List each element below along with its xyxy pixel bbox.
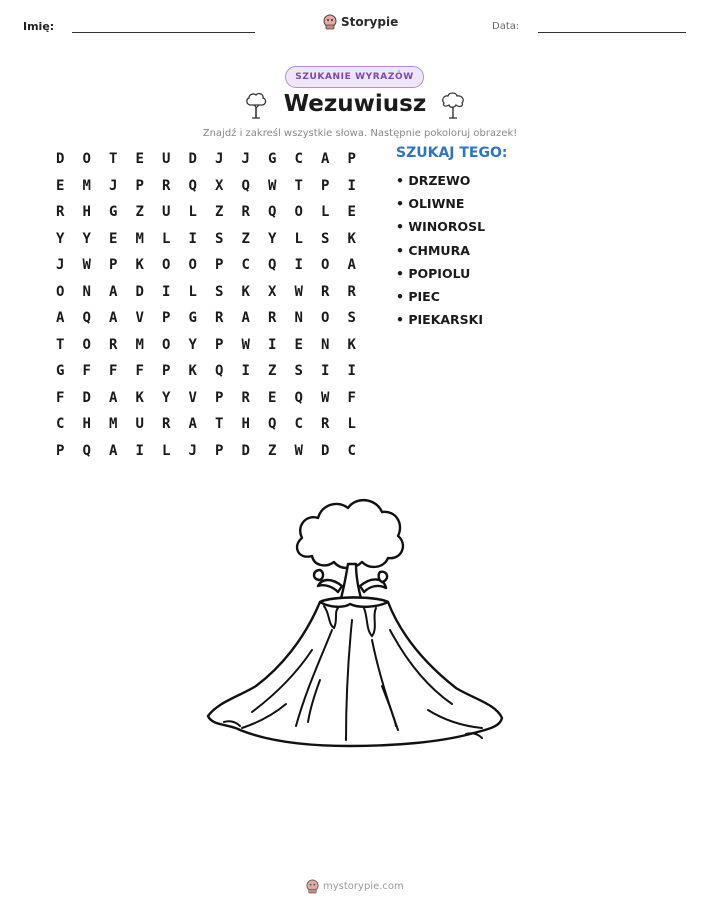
grid-cell[interactable]: H [82, 416, 91, 433]
volcano-illustration [200, 490, 510, 760]
grid-cell[interactable]: K [347, 230, 356, 247]
grid-cell[interactable]: A [241, 310, 250, 327]
grid-cell[interactable]: J [56, 257, 65, 274]
grid-cell[interactable]: O [321, 310, 330, 327]
grid-cell[interactable]: A [109, 310, 118, 327]
footer-site: mystorypie.com [323, 881, 404, 892]
grid-cell[interactable]: K [135, 389, 144, 406]
grid-cell[interactable]: E [294, 336, 303, 353]
storypie-mascot-icon [306, 879, 319, 894]
grid-cell[interactable]: P [215, 336, 224, 353]
grid-cell[interactable]: D [82, 389, 91, 406]
grid-cell[interactable]: L [347, 416, 356, 433]
grid-cell[interactable]: G [188, 310, 197, 327]
word-list [396, 172, 485, 334]
grid-cell[interactable]: Q [294, 389, 303, 406]
grid-cell[interactable]: D [321, 442, 330, 459]
grid-cell[interactable]: J [109, 177, 118, 194]
grid-cell[interactable]: A [109, 389, 118, 406]
grid-cell[interactable]: A [109, 442, 118, 459]
grid-cell[interactable]: I [241, 363, 250, 380]
grid-cell[interactable]: Q [82, 442, 91, 459]
grid-cell[interactable]: T [109, 151, 118, 168]
grid-cell[interactable]: A [188, 416, 197, 433]
grid-cell[interactable]: W [82, 257, 91, 274]
grid-cell[interactable]: L [162, 230, 171, 247]
grid-cell[interactable]: P [347, 151, 356, 168]
grid-cell[interactable]: A [56, 310, 65, 327]
grid-cell[interactable]: X [268, 283, 277, 300]
grid-cell[interactable]: O [56, 283, 65, 300]
storypie-mascot-icon [323, 14, 337, 30]
grid-cell[interactable]: Q [188, 177, 197, 194]
grid-cell[interactable]: L [294, 230, 303, 247]
grid-cell[interactable]: O [162, 257, 171, 274]
grid-cell[interactable]: O [82, 151, 91, 168]
lava-stem [340, 564, 362, 602]
grid-cell[interactable]: R [241, 389, 250, 406]
instructions-text: Znajdź i zakreśl wszystkie słowa. Następnie pokoloruj obrazek! [202, 128, 518, 139]
name-field-line[interactable] [72, 32, 255, 33]
grid-cell[interactable]: M [135, 336, 144, 353]
lava-drop-left [314, 570, 323, 580]
grid-cell[interactable]: L [162, 442, 171, 459]
grid-cell[interactable]: Q [268, 257, 277, 274]
name-label: Imię: [23, 20, 55, 33]
grid-cell[interactable]: I [188, 230, 197, 247]
word-list-item: • DRZEWO [396, 172, 485, 195]
grid-cell[interactable]: P [135, 177, 144, 194]
grid-cell[interactable]: M [82, 177, 91, 194]
grid-cell[interactable]: Q [215, 363, 224, 380]
grid-cell[interactable]: R [321, 416, 330, 433]
grid-cell[interactable]: N [321, 336, 330, 353]
grid-cell[interactable]: Y [268, 230, 277, 247]
grid-cell[interactable]: Y [162, 389, 171, 406]
word-list-item: • WINOROSL [396, 218, 485, 241]
grid-cell[interactable]: N [294, 310, 303, 327]
grid-cell[interactable]: S [294, 363, 303, 380]
grid-cell[interactable]: R [321, 283, 330, 300]
grid-cell[interactable]: J [241, 151, 250, 168]
grid-cell[interactable]: U [135, 416, 144, 433]
grid-cell[interactable]: K [188, 363, 197, 380]
grid-cell[interactable]: U [162, 204, 171, 221]
grid-cell[interactable]: N [82, 283, 91, 300]
lava-splash-left [318, 580, 342, 592]
grid-cell[interactable]: C [56, 416, 65, 433]
grid-cell[interactable]: Q [268, 204, 277, 221]
grid-cell[interactable]: Z [241, 230, 250, 247]
word-list-title: SZUKAJ TEGO: [396, 145, 508, 161]
grid-cell[interactable]: P [162, 310, 171, 327]
grid-cell[interactable]: Z [268, 363, 277, 380]
grid-cell[interactable]: I [321, 363, 330, 380]
grid-cell[interactable]: X [215, 177, 224, 194]
grid-cell[interactable]: A [321, 151, 330, 168]
grid-cell[interactable]: R [215, 310, 224, 327]
grid-cell[interactable]: Y [82, 230, 91, 247]
grid-cell[interactable]: P [109, 257, 118, 274]
grid-cell[interactable]: J [188, 442, 197, 459]
grid-cell[interactable]: Q [241, 177, 250, 194]
grid-cell[interactable]: C [241, 257, 250, 274]
date-field-line[interactable] [538, 32, 686, 33]
grid-cell[interactable]: Q [82, 310, 91, 327]
grid-cell[interactable]: I [268, 336, 277, 353]
word-list-item: • PIEKARSKI [396, 311, 485, 334]
grid-cell[interactable]: K [241, 283, 250, 300]
grid-cell[interactable]: O [188, 257, 197, 274]
grid-cell[interactable]: R [56, 204, 65, 221]
grid-cell[interactable]: K [347, 336, 356, 353]
grid-cell[interactable]: M [109, 416, 118, 433]
grid-cell[interactable]: S [215, 283, 224, 300]
grid-cell[interactable]: V [135, 310, 144, 327]
grid-cell[interactable]: E [347, 204, 356, 221]
grid-cell[interactable]: J [215, 151, 224, 168]
crater-rim [320, 598, 388, 607]
grid-cell[interactable]: P [162, 363, 171, 380]
grid-cell[interactable]: I [294, 257, 303, 274]
date-label: Data: [492, 21, 520, 32]
grid-cell[interactable]: F [109, 363, 118, 380]
grid-cell[interactable]: O [294, 204, 303, 221]
grid-cell[interactable]: E [56, 177, 65, 194]
grid-cell[interactable]: T [294, 177, 303, 194]
grid-cell[interactable]: T [215, 416, 224, 433]
grid-cell[interactable]: E [135, 151, 144, 168]
grid-cell[interactable]: S [321, 230, 330, 247]
grid-cell[interactable]: I [135, 442, 144, 459]
grid-cell[interactable]: D [241, 442, 250, 459]
grid-cell[interactable]: S [347, 310, 356, 327]
grid-cell[interactable]: P [215, 442, 224, 459]
grid-cell[interactable]: F [347, 389, 356, 406]
grid-cell[interactable]: P [215, 389, 224, 406]
grid-cell[interactable]: L [188, 204, 197, 221]
grid-cell[interactable]: I [162, 283, 171, 300]
grid-cell[interactable]: T [56, 336, 65, 353]
grid-cell[interactable]: E [109, 230, 118, 247]
grid-cell[interactable]: W [294, 442, 303, 459]
grid-cell[interactable]: Z [215, 204, 224, 221]
grid-cell[interactable]: A [109, 283, 118, 300]
grid-cell[interactable]: O [321, 257, 330, 274]
grid-cell[interactable]: O [82, 336, 91, 353]
grid-cell[interactable]: R [347, 283, 356, 300]
word-list-item: • OLIWNE [396, 195, 485, 218]
grid-cell[interactable]: Z [135, 204, 144, 221]
grid-cell[interactable]: S [215, 230, 224, 247]
footer [306, 879, 404, 894]
grid-cell[interactable]: R [162, 416, 171, 433]
grid-cell[interactable]: Y [188, 336, 197, 353]
brand-logo [323, 14, 398, 30]
grid-cell[interactable]: W [268, 177, 277, 194]
grid-cell[interactable]: U [162, 151, 171, 168]
grid-cell[interactable]: R [268, 310, 277, 327]
brand-name: Storypie [341, 15, 399, 29]
grid-cell[interactable]: C [294, 416, 303, 433]
grid-cell[interactable]: D [135, 283, 144, 300]
grid-cell[interactable]: K [135, 257, 144, 274]
grid-cell[interactable]: W [294, 283, 303, 300]
grid-cell[interactable]: G [56, 363, 65, 380]
grid-cell[interactable]: H [82, 204, 91, 221]
grid-cell[interactable]: R [162, 177, 171, 194]
grid-cell[interactable]: D [56, 151, 65, 168]
lava-drop-right [379, 572, 387, 582]
grid-cell[interactable]: G [268, 151, 277, 168]
grid-cell[interactable]: F [56, 389, 65, 406]
grid-cell[interactable]: Q [268, 416, 277, 433]
grid-cell[interactable]: F [135, 363, 144, 380]
grid-cell[interactable]: M [135, 230, 144, 247]
olive-tree-icon [440, 91, 466, 119]
word-list-item: • CHMURA [396, 242, 485, 265]
grid-cell[interactable]: C [347, 442, 356, 459]
grid-cell[interactable]: G [109, 204, 118, 221]
grid-cell[interactable]: W [241, 336, 250, 353]
grid-cell[interactable]: L [321, 204, 330, 221]
grid-cell[interactable]: I [347, 177, 356, 194]
activity-badge: SZUKANIE WYRAZÓW [285, 66, 424, 88]
grid-cell[interactable]: Y [56, 230, 65, 247]
grid-cell[interactable]: R [109, 336, 118, 353]
grid-cell[interactable]: L [188, 283, 197, 300]
grid-cell[interactable]: I [347, 363, 356, 380]
grid-cell[interactable]: R [241, 204, 250, 221]
grid-cell[interactable]: F [82, 363, 91, 380]
grid-cell[interactable]: P [56, 442, 65, 459]
grid-cell[interactable]: V [188, 389, 197, 406]
ash-cloud [297, 500, 403, 568]
word-search-grid[interactable] [47, 146, 365, 464]
grid-cell[interactable]: P [321, 177, 330, 194]
word-list-item: • POPIOLU [396, 265, 485, 288]
grid-cell[interactable]: O [162, 336, 171, 353]
grid-cell[interactable]: W [321, 389, 330, 406]
word-list-item: • PIEC [396, 288, 485, 311]
grid-cell[interactable]: A [347, 257, 356, 274]
page-title: Wezuwiusz [283, 91, 427, 117]
grid-cell[interactable]: E [268, 389, 277, 406]
grid-cell[interactable]: C [294, 151, 303, 168]
grid-cell[interactable]: H [241, 416, 250, 433]
grid-cell[interactable]: D [188, 151, 197, 168]
grid-cell[interactable]: Z [268, 442, 277, 459]
grid-cell[interactable]: P [215, 257, 224, 274]
